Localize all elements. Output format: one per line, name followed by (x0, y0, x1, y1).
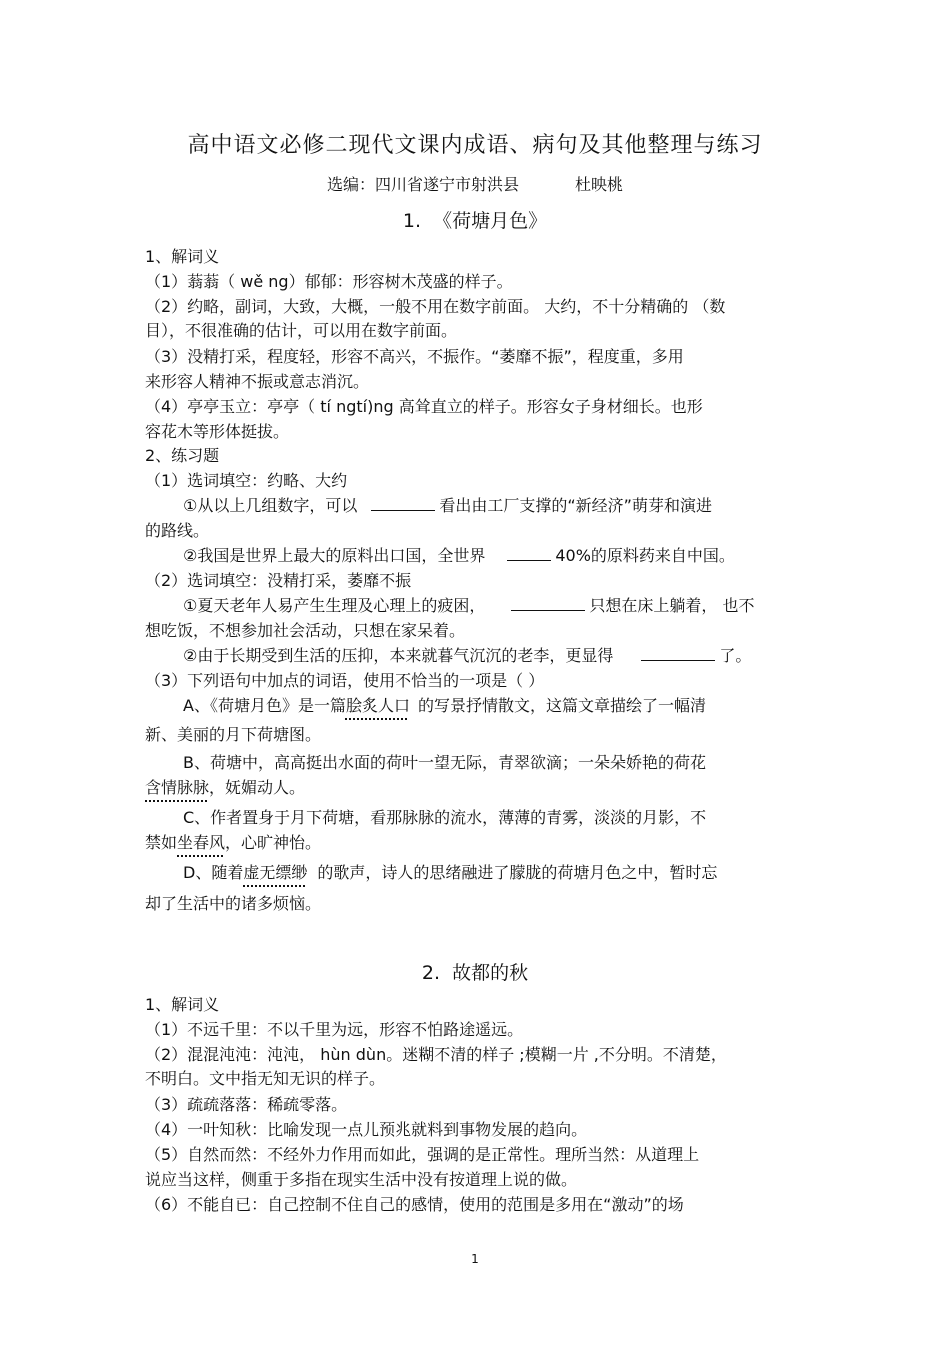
section-title: 《荷塘月色》 (433, 210, 548, 232)
item-text: 了。 (719, 646, 752, 665)
vocab-heading: 1、解词义 (145, 247, 220, 266)
question-item (183, 645, 751, 667)
dotted-term: 坐春风 (177, 833, 226, 852)
dotted-term: 虚无缥缈 (243, 863, 308, 882)
option-c-cont (145, 832, 321, 854)
page-number: 1 (471, 1252, 479, 1266)
dotted-term: 脍炙人口 (345, 696, 410, 715)
option-b-cont (145, 777, 305, 799)
question-stem: （2）选词填空：没精打采，萎靡不振 (145, 571, 412, 590)
item-text: 40%的原料药来自中国。 (555, 546, 735, 565)
vocab-line: 不明白。文中指无知无识的样子。 (145, 1069, 386, 1088)
fill-blank (641, 646, 715, 661)
fill-blank (371, 496, 435, 511)
vocab-line: （4）亭亭玉立：亭亭（ tí ngtí)ng 高耸直立的样子。形容女子身材细长。也形 (145, 397, 703, 416)
item-text: ①从以上几组数字，可以 (183, 496, 358, 515)
item-text: 禁如 (145, 833, 178, 852)
vocab-line: 说应当这样，侧重于多指在现实生活中没有按道理上说的做。 (145, 1170, 578, 1189)
vocab-line: 来形容人精神不振或意志消沉。 (145, 372, 370, 391)
question-item (183, 545, 735, 567)
option-d-cont: 却了生活中的诸多烦恼。 (145, 894, 322, 913)
option-a-cont: 新、美丽的月下荷塘图。 (145, 725, 322, 744)
item-text: ，心旷神怡。 (225, 833, 322, 852)
exercise-heading: 2、练习题 (145, 446, 220, 465)
fill-blank (511, 596, 585, 611)
item-text: D、随着 (183, 863, 244, 882)
vocab-line: 容花木等形体挺拔。 (145, 422, 290, 441)
vocab-line: （2）混混沌沌：沌沌， hùn dùn。迷糊不清的样子 ;模糊一片 ,不分明。不清楚， (145, 1045, 727, 1064)
question-stem: （1）选词填空：约略、大约 (145, 471, 348, 490)
question-item (183, 595, 754, 617)
section-heading-2 (0, 958, 950, 985)
item-text: 看出由工厂支撑的“新经济”萌芽和演进 (439, 496, 712, 515)
vocab-line: （1）不远千里：不以千里为远，形容不怕路途遥远。 (145, 1020, 524, 1039)
question-item-cont: 的路线。 (145, 521, 210, 540)
vocab-line: （4）一叶知秋：比喻发现一点儿预兆就料到事物发展的趋向。 (145, 1120, 588, 1139)
item-text: 的歌声，诗人的思绪融进了朦胧的荷塘月色之中，暂时忘 (317, 863, 718, 882)
option-a (183, 695, 706, 717)
byline (0, 172, 950, 195)
vocab-line: （3）没精打采，程度轻，形容不高兴，不振作。“萎靡不振”，程度重，多用 (145, 347, 684, 366)
vocab-line: （1）蓊蓊（ wě ng）郁郁：形容树木茂盛的样子。 (145, 272, 513, 291)
document-title: 高中语文必修二现代文课内成语、病句及其他整理与练习 (187, 133, 763, 158)
vocab-heading: 1、解词义 (145, 995, 220, 1014)
vocab-line: （6）不能自已：自己控制不住自己的感情，使用的范围是多用在“激动”的场 (145, 1195, 684, 1214)
item-text: A、《荷塘月色》是一篇 (183, 696, 346, 715)
item-text: ①夏天老年人易产生生理及心理上的疲困， (183, 596, 486, 615)
question-stem: （3）下列语句中加点的词语，使用不恰当的一项是（ ） (145, 671, 545, 690)
author-name: 杜映桃 (575, 175, 624, 194)
vocab-line: （5）自然而然：不经外力作用而如此，强调的是正常性。理所当然：从道理上 (145, 1145, 700, 1164)
item-text: 只想在床上躺着， 也不 (589, 596, 755, 615)
section-heading-1 (0, 206, 950, 233)
dotted-term: 含情脉脉 (145, 778, 210, 797)
vocab-line: 目），不很准确的估计，可以用在数字前面。 (145, 321, 458, 340)
option-c: C、作者置身于月下荷塘，看那脉脉的流水，薄薄的青雾，淡淡的月影，不 (183, 808, 707, 827)
editor-info: 选编：四川省遂宁市射洪县 (326, 175, 519, 194)
question-item (183, 495, 712, 517)
option-d (183, 862, 717, 884)
fill-blank (507, 546, 551, 561)
item-text: ②由于长期受到生活的压抑，本来就暮气沉沉的老李，更显得 (183, 646, 614, 665)
section-number: 1. (402, 210, 422, 232)
question-item-cont: 想吃饭，不想参加社会活动，只想在家呆着。 (145, 621, 466, 640)
vocab-line: （2）约略，副词，大致，大概，一般不用在数字前面。 大约，不十分精确的 （数 (145, 297, 726, 316)
vocab-line: （3）疏疏落落：稀疏零落。 (145, 1095, 348, 1114)
item-text: 的写景抒情散文，这篇文章描绘了一幅清 (417, 696, 706, 715)
section-title: 故都的秋 (452, 962, 529, 984)
item-text: ，妩媚动人。 (209, 778, 306, 797)
option-b: B、荷塘中，高高挺出水面的荷叶一望无际，青翠欲滴；一朵朵娇艳的荷花 (183, 753, 706, 772)
section-number: 2. (421, 962, 441, 984)
item-text: ②我国是世界上最大的原料出口国，全世界 (183, 546, 486, 565)
